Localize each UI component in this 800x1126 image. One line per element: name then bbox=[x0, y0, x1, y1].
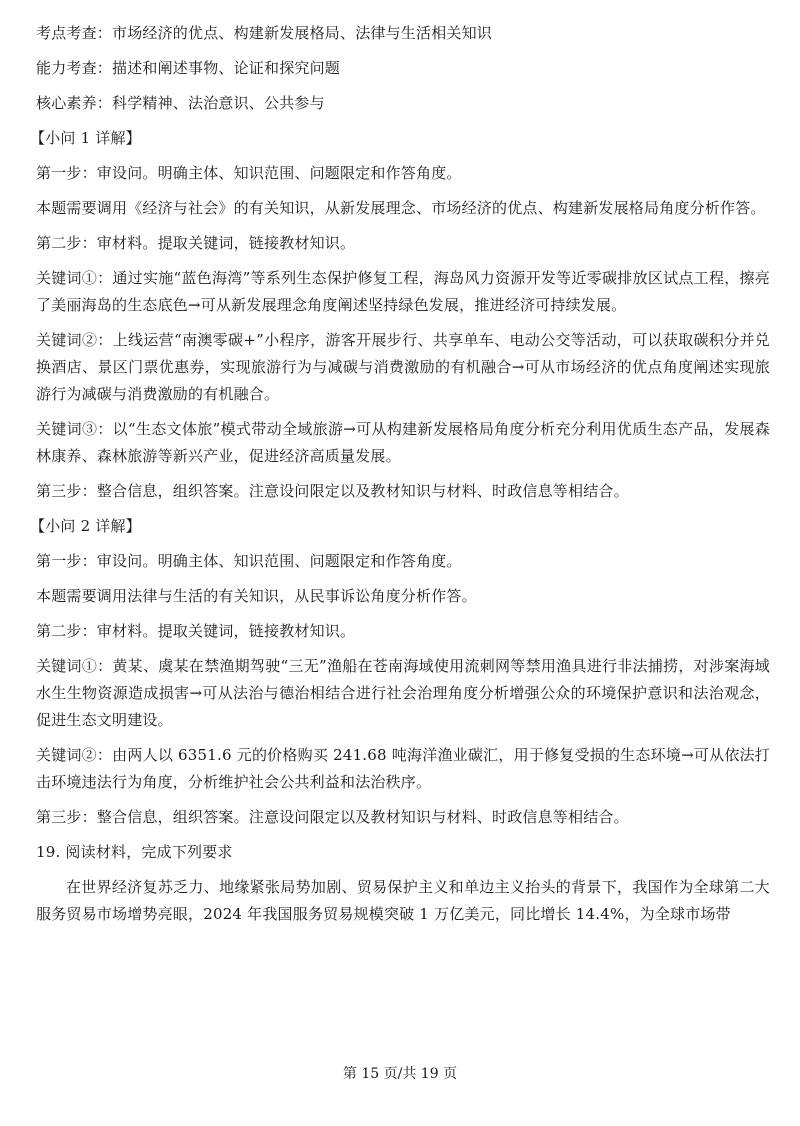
subquestion-2-heading: 【小问 2 详解】 bbox=[30, 517, 141, 535]
question-19-heading: 19. 阅读材料，完成下列要求 bbox=[36, 843, 233, 861]
document-page bbox=[30, 20, 770, 936]
q2-step-2: 第二步：审材料。提取关键词，链接教材知识。 bbox=[36, 622, 356, 640]
q2-keyword-2: 关键词②：由两人以 6351.6 元的价格购买 241.68 吨海洋渔业碳汇，用于修复受损的生态环境→可从依法打击环境违法行为角度，分析维护社会公共利益和法治秩序。 bbox=[36, 746, 770, 791]
q2-step-1: 第一步：审设问。明确主体、知识范围、问题限定和作答角度。 bbox=[36, 552, 462, 570]
q1-keyword-1: 关键词①：通过实施“蓝色海湾”等系列生态保护修复工程，海岛风力资源开发等近零碳排放区试点工程，擦亮了美丽海岛的生态底色→可从新发展理念角度阐述坚持绿色发展，推进经济可持续发展。 bbox=[36, 269, 770, 314]
q1-keyword-3: 关键词③：以“生态文体旅”模式带动全域旅游→可从构建新发展格局角度分析充分利用优质生态产品，发展森林康养、森林旅游等新兴产业，促进经济高质量发展。 bbox=[36, 420, 770, 465]
ability-line: 能力考查：描述和阐述事物、论证和探究问题 bbox=[36, 59, 341, 77]
exam-point-line: 考点考查：市场经济的优点、构建新发展格局、法律与生活相关知识 bbox=[36, 24, 493, 42]
q1-step-1-detail: 本题需要调用《经济与社会》的有关知识，从新发展理念、市场经济的优点、构建新发展格局角度分析作答。 bbox=[36, 199, 766, 217]
q1-step-2: 第二步：审材料。提取关键词，链接教材知识。 bbox=[36, 234, 356, 252]
q1-step-1: 第一步：审设问。明确主体、知识范围、问题限定和作答角度。 bbox=[36, 164, 462, 182]
q1-keyword-2: 关键词②：上线运营“南澳零碳+”小程序，游客开展步行、共享单车、电动公交等活动，可以获取碳积分并兑换酒店、景区门票优惠券，实现旅游行为与减碳与消费激励的有机融合→可从市场经济的优点角度阐述实现旅游行为减碳与消费激励的有机融合。 bbox=[36, 331, 770, 403]
literacy-line: 核心素养：科学精神、法治意识、公共参与 bbox=[36, 94, 325, 112]
page-number-footer: 第 15 页/共 19 页 bbox=[342, 1066, 458, 1082]
question-19-material: 在世界经济复苏乏力、地缘紧张局势加剧、贸易保护主义和单边主义抬头的背景下，我国作为全球第二大服务贸易市场增势亮眼，2024 年我国服务贸易规模突破 1 万亿美元，同比增长 14.4%，为全球市场带 bbox=[36, 878, 770, 923]
q2-step-1-detail: 本题需要调用法律与生活的有关知识，从民事诉讼角度分析作答。 bbox=[36, 587, 477, 605]
q2-step-3: 第三步：整合信息，组织答案。注意设问限定以及教材知识与材料、时政信息等相结合。 bbox=[36, 808, 629, 826]
q2-keyword-1: 关键词①：黄某、虞某在禁渔期驾驶“三无”渔船在苍南海域使用流刺网等禁用渔具进行非法捕捞，对涉案海域水生生物资源造成损害→可从法治与德治相结合进行社会治理角度分析增强公众的环境保护意识和法治观念，促进生态文明建设。 bbox=[36, 657, 770, 729]
q1-step-3: 第三步：整合信息，组织答案。注意设问限定以及教材知识与材料、时政信息等相结合。 bbox=[36, 482, 629, 500]
subquestion-1-heading: 【小问 1 详解】 bbox=[30, 129, 141, 147]
